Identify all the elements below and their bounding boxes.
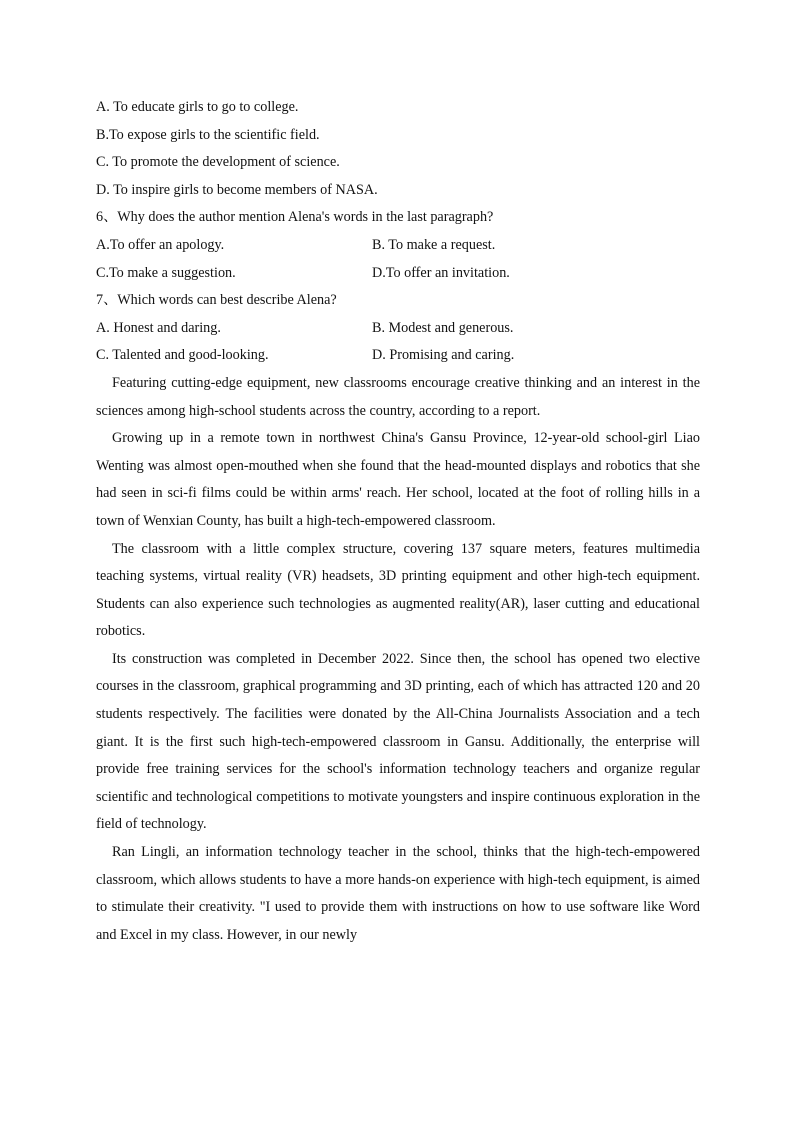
q5-option-c: C. To promote the development of science.: [96, 154, 340, 171]
q5-option-a: A. To educate girls to go to college.: [96, 99, 299, 115]
passage-paragraph-1: Featuring cutting-edge equipment, new classrooms encourage creative thinking and an interest in the sciences among high-school students across the country, according to a report.: [96, 374, 700, 419]
q7-option-c: C. Talented and good-looking.: [96, 347, 269, 364]
question-5-options: [96, 94, 700, 204]
exam-content: [96, 94, 700, 949]
q5-option-b: B.To expose girls to the scientific field.: [96, 126, 320, 143]
passage-paragraph-2: Growing up in a remote town in northwest China's Gansu Province, 12-year-old school-girl Liao Wenting was almost open-mouthed when she found that the head-mounted displays and robotics that she had seen in sci-fi films could be within arms' reach. Her school, located at the foot of rolling hills in a town of Wenxian County, has built a high-tech-empowered classroom.: [96, 430, 700, 529]
q7-option-b: B. Modest and generous.: [372, 319, 514, 336]
q6-options-row-2: [96, 260, 700, 288]
q7-options-row-2: [96, 342, 700, 370]
q6-option-c: C.To make a suggestion.: [96, 264, 236, 281]
passage-paragraph-5: Ran Lingli, an information technology teacher in the school, thinks that the high-tech-empowered classroom, which allows students to have a more hands-on experience with high-tech equipment, is aimed to stimulate their creativity. "I used to provide them with instructions on how to use software like Word and Excel in my class. However, in our newly: [96, 844, 700, 943]
q5-option-d: D. To inspire girls to become members of NASA.: [96, 181, 378, 198]
question-7: [96, 287, 700, 370]
q7-option-d: D. Promising and caring.: [372, 347, 515, 364]
reading-passage: [96, 370, 700, 949]
q6-option-b: B. To make a request.: [372, 236, 496, 253]
q6-stem: 6、Why does the author mention Alena's words in the last paragraph?: [96, 209, 494, 226]
q6-option-a: A.To offer an apology.: [96, 236, 225, 253]
q6-options-row-1: [96, 232, 700, 260]
question-6: [96, 204, 700, 287]
q7-stem: 7、Which words can best describe Alena?: [96, 292, 337, 309]
q7-option-a: A. Honest and daring.: [96, 319, 221, 336]
q7-options-row-1: [96, 315, 700, 343]
q6-option-d: D.To offer an invitation.: [372, 264, 510, 281]
passage-paragraph-3: The classroom with a little complex structure, covering 137 square meters, features multimedia teaching systems, virtual reality (VR) headsets, 3D printing equipment and other high-tech equipment. Students can also experience such technologies as augmented reality(AR), laser cutting and educational robotics.: [96, 540, 700, 640]
passage-paragraph-4: Its construction was completed in December 2022. Since then, the school has opened two elective courses in the classroom, graphical programming and 3D printing, each of which has attracted 120 and 20 students respectively. The facilities were donated by the All-China Journalists Association and a tech giant. It is the first such high-tech-empowered classroom in Gansu. Additionally, the enterprise will provide free training services for the school's information technology teachers and organize regular scientific and technological competitions to motivate youngsters and inspire continuous exploration in the field of technology.: [96, 650, 700, 833]
